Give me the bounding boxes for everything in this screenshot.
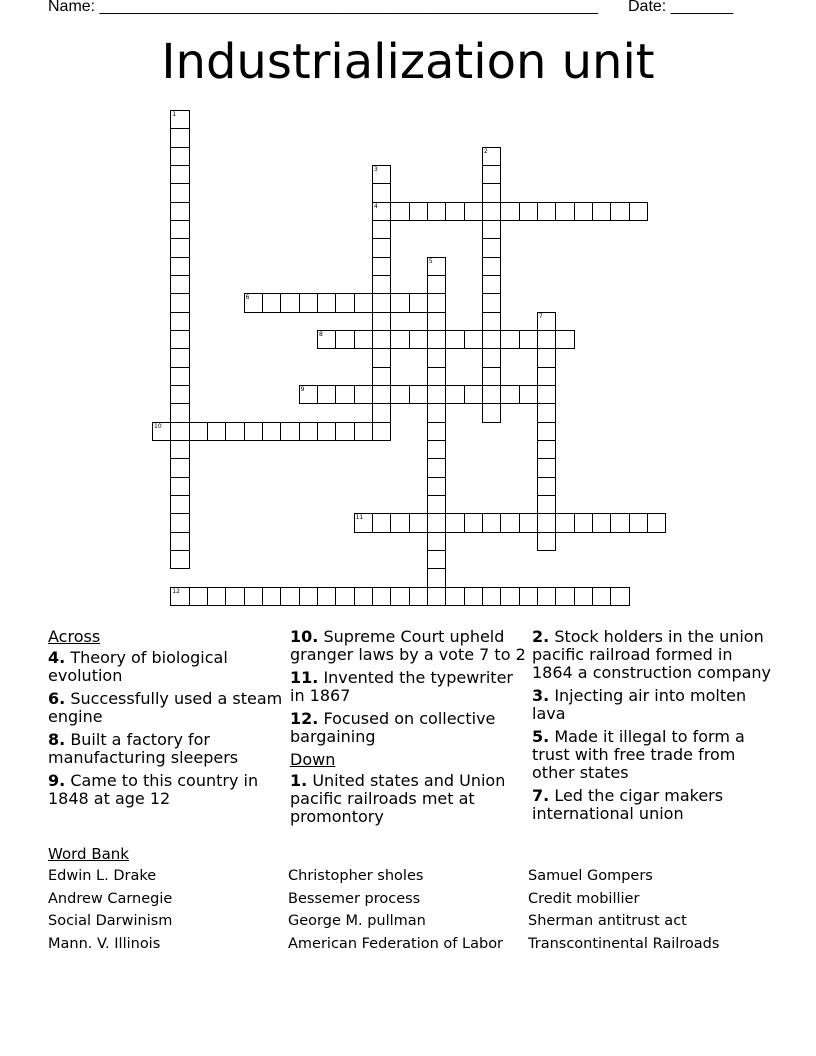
- crossword-cell[interactable]: [592, 513, 611, 532]
- clue-number: 9.: [48, 771, 66, 790]
- clue-text: Made it illegal to form a trust with free trade from other states: [532, 727, 745, 782]
- crossword-cell[interactable]: [500, 587, 519, 606]
- clue-number-label: 12: [172, 587, 180, 595]
- crossword-cell[interactable]: [262, 422, 281, 441]
- crossword-cell[interactable]: [390, 202, 409, 221]
- page-title: Industrialization unit: [161, 34, 655, 90]
- crossword-cell[interactable]: [427, 275, 446, 294]
- clue-item: [48, 649, 288, 685]
- crossword-cell[interactable]: [262, 587, 281, 606]
- crossword-cell[interactable]: [629, 202, 648, 221]
- clue-number-label: 3: [374, 166, 378, 173]
- crossword-cell[interactable]: [519, 202, 538, 221]
- word-bank-item: George M. pullman: [288, 913, 426, 930]
- clue-number: 11.: [290, 668, 319, 687]
- word-bank-item: Bessemer process: [288, 890, 421, 907]
- crossword-cell[interactable]: [464, 513, 483, 532]
- crossword-cell[interactable]: [574, 202, 593, 221]
- crossword-cell[interactable]: [409, 202, 428, 221]
- crossword-cell[interactable]: [482, 513, 501, 532]
- name-field-label: Name: ________________________________________________________: [48, 0, 598, 15]
- crossword-cell[interactable]: [317, 422, 336, 441]
- crossword-cell[interactable]: [372, 293, 391, 312]
- crossword-cell[interactable]: [170, 330, 189, 349]
- word-bank-column-3: [528, 865, 719, 956]
- crossword-cell[interactable]: [427, 330, 446, 349]
- clue-item: [290, 772, 530, 826]
- crossword-cell[interactable]: [537, 440, 556, 459]
- word-bank-item: Edwin L. Drake: [48, 868, 157, 884]
- crossword-cell[interactable]: [372, 422, 391, 441]
- crossword-cell[interactable]: [537, 495, 556, 514]
- word-bank-item: Social Darwinism: [48, 913, 173, 930]
- crossword-cell[interactable]: [482, 183, 501, 202]
- crossword-cell[interactable]: [372, 513, 391, 532]
- clue-item: [532, 687, 772, 723]
- crossword-cell[interactable]: [592, 587, 611, 606]
- crossword-cell[interactable]: [317, 587, 336, 606]
- crossword-cell[interactable]: [372, 238, 391, 257]
- crossword-cell[interactable]: [170, 128, 189, 147]
- crossword-cell[interactable]: [537, 367, 556, 386]
- crossword-cell[interactable]: [170, 238, 189, 257]
- crossword-cell[interactable]: [372, 220, 391, 239]
- crossword-cell[interactable]: [445, 513, 464, 532]
- clue-item: [290, 710, 530, 746]
- crossword-cell[interactable]: [537, 422, 556, 441]
- crossword-cell[interactable]: [170, 513, 189, 532]
- crossword-cell[interactable]: [610, 513, 629, 532]
- clue-number-label: 11: [355, 514, 364, 522]
- clue-number-label: 2: [483, 147, 488, 155]
- clue-number-label: 7: [538, 312, 543, 320]
- crossword-cell[interactable]: [225, 587, 244, 606]
- crossword-cell[interactable]: [537, 513, 556, 532]
- crossword-cell[interactable]: [299, 422, 318, 441]
- crossword-cell[interactable]: [427, 513, 446, 532]
- crossword-cell[interactable]: [445, 385, 464, 404]
- crossword-cell[interactable]: [427, 348, 446, 367]
- crossword-cell[interactable]: [427, 532, 446, 551]
- clue-number: 8.: [48, 730, 66, 749]
- clue-item: [532, 628, 772, 682]
- crossword-cell[interactable]: [390, 385, 409, 404]
- crossword-cell[interactable]: [537, 348, 556, 367]
- crossword-cell[interactable]: [610, 202, 629, 221]
- clue-number: 10.: [290, 627, 319, 646]
- date-field-label: Date: _______: [628, 0, 733, 15]
- crossword-cell[interactable]: [372, 312, 391, 331]
- crossword-cell[interactable]: [500, 330, 519, 349]
- clue-text: Led the cigar makers international union: [532, 786, 724, 823]
- word-bank-item: Samuel Gompers: [528, 868, 653, 884]
- crossword-cell[interactable]: [372, 330, 391, 349]
- crossword-cell[interactable]: [629, 513, 648, 532]
- crossword-cell[interactable]: [464, 385, 483, 404]
- crossword-cell[interactable]: [299, 293, 318, 312]
- crossword-cell[interactable]: [335, 293, 354, 312]
- clue-text: Focused on collective bargaining: [290, 709, 496, 746]
- crossword-cell[interactable]: [427, 385, 446, 404]
- crossword-cell[interactable]: [482, 403, 501, 422]
- word-bank-item: Christopher sholes: [288, 868, 424, 884]
- crossword-cell[interactable]: [537, 587, 556, 606]
- crossword-cell[interactable]: [317, 293, 336, 312]
- crossword-cell[interactable]: [262, 293, 281, 312]
- crossword-cell[interactable]: [170, 183, 189, 202]
- word-bank-item: Transcontinental Railroads: [528, 936, 720, 953]
- crossword-cell[interactable]: [170, 422, 189, 441]
- clue-text: Successfully used a steam engine: [48, 689, 283, 726]
- crossword-cell[interactable]: [482, 348, 501, 367]
- crossword-cell[interactable]: [519, 330, 538, 349]
- crossword-cell[interactable]: [537, 330, 556, 349]
- crossword-cell[interactable]: [537, 458, 556, 477]
- crossword-cell[interactable]: [170, 312, 189, 331]
- crossword-cell[interactable]: [409, 385, 428, 404]
- crossword-cell[interactable]: [335, 422, 354, 441]
- word-bank-item: Andrew Carnegie: [48, 890, 173, 907]
- clue-text: Stock holders in the union pacific railroad formed in 1864 a construction company: [532, 627, 772, 682]
- crossword-cell[interactable]: [189, 587, 208, 606]
- crossword-cell[interactable]: [170, 165, 189, 184]
- crossword-cell[interactable]: [409, 587, 428, 606]
- crossword-cell[interactable]: [482, 165, 501, 184]
- clue-text: Built a factory for manufacturing sleepers: [48, 730, 239, 767]
- crossword-cell[interactable]: [482, 385, 501, 404]
- crossword-cell[interactable]: [592, 202, 611, 221]
- clue-number-label: 4: [374, 202, 378, 210]
- clue-section-heading: Across: [48, 627, 101, 646]
- clue-number: 1.: [290, 771, 308, 790]
- crossword-cell[interactable]: [354, 293, 373, 312]
- crossword-cell[interactable]: [537, 477, 556, 496]
- clue-number-label: 8: [319, 331, 323, 338]
- clues-column-1: [48, 628, 288, 813]
- clue-text: United states and Union pacific railroads met at promontory: [290, 771, 506, 826]
- crossword-cell[interactable]: [482, 238, 501, 257]
- crossword-cell[interactable]: [207, 422, 226, 441]
- crossword-cell[interactable]: [427, 367, 446, 386]
- crossword-cell[interactable]: [482, 220, 501, 239]
- crossword-cell[interactable]: [170, 495, 189, 514]
- crossword-cell[interactable]: [482, 257, 501, 276]
- crossword-cell[interactable]: [409, 293, 428, 312]
- crossword-cell[interactable]: [500, 385, 519, 404]
- clue-item: [48, 731, 288, 767]
- clue-item: [532, 728, 772, 782]
- clue-number: 12.: [290, 709, 319, 728]
- crossword-cell[interactable]: [482, 587, 501, 606]
- crossword-cell[interactable]: [170, 532, 189, 551]
- clue-text: Injecting air into molten lava: [532, 686, 747, 723]
- crossword-cell[interactable]: [537, 532, 556, 551]
- clue-number: 4.: [48, 648, 66, 667]
- crossword-cell[interactable]: [170, 147, 189, 166]
- crossword-cell[interactable]: [647, 513, 666, 532]
- word-bank-column-2: [288, 865, 503, 956]
- clue-number: 3.: [532, 686, 550, 705]
- clue-text: Theory of biological evolution: [48, 648, 228, 685]
- clue-number: 6.: [48, 689, 66, 708]
- clue-section-heading: Down: [290, 750, 336, 769]
- crossword-cell[interactable]: [170, 348, 189, 367]
- crossword-cell[interactable]: [427, 202, 446, 221]
- crossword-cell[interactable]: [354, 422, 373, 441]
- clue-item: [290, 628, 530, 664]
- crossword-cell[interactable]: [170, 550, 189, 569]
- clue-number: 2.: [532, 627, 550, 646]
- crossword-cell[interactable]: [427, 312, 446, 331]
- crossword-cell[interactable]: [244, 422, 263, 441]
- crossword-cell[interactable]: [482, 367, 501, 386]
- crossword-cell[interactable]: [427, 440, 446, 459]
- crossword-cell[interactable]: [427, 458, 446, 477]
- crossword-cell[interactable]: [170, 202, 189, 221]
- crossword-cell[interactable]: [280, 422, 299, 441]
- clue-item: [532, 787, 772, 823]
- word-bank-item: American Federation of Labor: [288, 936, 504, 953]
- crossword-cell[interactable]: [372, 385, 391, 404]
- crossword-cell[interactable]: [390, 513, 409, 532]
- clue-item: [290, 669, 530, 705]
- word-bank-item: Credit mobillier: [528, 890, 640, 907]
- crossword-cell[interactable]: [207, 587, 226, 606]
- crossword-cell[interactable]: [372, 257, 391, 276]
- crossword-cell[interactable]: [335, 330, 354, 349]
- crossword-cell[interactable]: [464, 330, 483, 349]
- crossword-cell[interactable]: [170, 440, 189, 459]
- crossword-cell[interactable]: [170, 403, 189, 422]
- clues-column-2: [290, 628, 530, 831]
- crossword-cell[interactable]: [555, 513, 574, 532]
- crossword-cell[interactable]: [537, 403, 556, 422]
- clue-number: 5.: [532, 727, 550, 746]
- crossword-cell[interactable]: [445, 587, 464, 606]
- crossword-cell[interactable]: [280, 587, 299, 606]
- crossword-cell[interactable]: [537, 202, 556, 221]
- crossword-cell[interactable]: [445, 330, 464, 349]
- crossword-cell[interactable]: [427, 293, 446, 312]
- clue-number-label: 5: [428, 257, 433, 265]
- crossword-cell[interactable]: [170, 220, 189, 239]
- word-bank-column-1: [48, 865, 172, 956]
- clue-text: Invented the typewriter in 1867: [290, 668, 513, 705]
- crossword-cell[interactable]: [317, 385, 336, 404]
- clue-number-label: 10: [154, 422, 162, 430]
- crossword-cell[interactable]: [427, 550, 446, 569]
- crossword-cell[interactable]: [409, 513, 428, 532]
- crossword-cell[interactable]: [354, 330, 373, 349]
- crossword-cell[interactable]: [574, 587, 593, 606]
- crossword-cell[interactable]: [427, 568, 446, 587]
- clue-text: Supreme Court upheld granger laws by a vote 7 to 2: [290, 627, 526, 664]
- crossword-cell[interactable]: [372, 587, 391, 606]
- crossword-cell[interactable]: [372, 367, 391, 386]
- crossword-cell[interactable]: [170, 293, 189, 312]
- clue-item: [48, 690, 288, 726]
- clue-number-label: 9: [300, 385, 305, 393]
- crossword-cell[interactable]: [170, 257, 189, 276]
- crossword-cell[interactable]: [555, 330, 574, 349]
- crossword-cell[interactable]: [427, 477, 446, 496]
- crossword-cell[interactable]: [482, 293, 501, 312]
- crossword-cell[interactable]: [390, 293, 409, 312]
- crossword-cell[interactable]: [170, 477, 189, 496]
- crossword-cell[interactable]: [427, 403, 446, 422]
- crossword-cell[interactable]: [170, 458, 189, 477]
- crossword-cell[interactable]: [390, 330, 409, 349]
- clue-item: [48, 772, 288, 808]
- crossword-cell[interactable]: [464, 202, 483, 221]
- crossword-cell[interactable]: [170, 385, 189, 404]
- crossword-cell[interactable]: [482, 202, 501, 221]
- crossword-cell[interactable]: [280, 293, 299, 312]
- crossword-cell[interactable]: [482, 330, 501, 349]
- clue-number-label: 6: [245, 294, 250, 302]
- crossword-cell[interactable]: [610, 587, 629, 606]
- crossword-cell[interactable]: [482, 312, 501, 331]
- clues-column-3: [532, 628, 772, 828]
- word-bank-title: Word Bank: [48, 845, 129, 863]
- crossword-cell[interactable]: [519, 385, 538, 404]
- crossword-cell[interactable]: [500, 513, 519, 532]
- crossword-cell[interactable]: [335, 385, 354, 404]
- crossword-cell[interactable]: [372, 275, 391, 294]
- crossword-cell[interactable]: [445, 202, 464, 221]
- crossword-cell[interactable]: [372, 183, 391, 202]
- crossword-cell[interactable]: [354, 385, 373, 404]
- crossword-cell[interactable]: [170, 367, 189, 386]
- crossword-cell[interactable]: [519, 513, 538, 532]
- clue-number-label: 1: [172, 111, 177, 118]
- crossword-cell[interactable]: [427, 587, 446, 606]
- crossword-cell[interactable]: [427, 422, 446, 441]
- crossword-cell[interactable]: [555, 587, 574, 606]
- crossword-cell[interactable]: [574, 513, 593, 532]
- crossword-cell[interactable]: [555, 202, 574, 221]
- crossword-cell[interactable]: [225, 422, 244, 441]
- crossword-cell[interactable]: [519, 587, 538, 606]
- clue-text: Came to this country in 1848 at age 12: [48, 771, 259, 808]
- clue-number: 7.: [532, 786, 550, 805]
- crossword-cell[interactable]: [427, 495, 446, 514]
- crossword-cell[interactable]: [409, 330, 428, 349]
- crossword-cell[interactable]: [189, 422, 208, 441]
- crossword-cell[interactable]: [372, 348, 391, 367]
- crossword-cell[interactable]: [482, 275, 501, 294]
- crossword-cell[interactable]: [500, 202, 519, 221]
- crossword-cell[interactable]: [390, 587, 409, 606]
- crossword-cell[interactable]: [335, 587, 354, 606]
- word-bank-item: Mann. V. Illinois: [48, 936, 161, 953]
- word-bank-item: Sherman antitrust act: [528, 913, 687, 930]
- crossword-cell[interactable]: [372, 403, 391, 422]
- crossword-cell[interactable]: [354, 587, 373, 606]
- crossword-cell[interactable]: [170, 275, 189, 294]
- crossword-cell[interactable]: [299, 587, 318, 606]
- crossword-cell[interactable]: [244, 587, 263, 606]
- crossword-cell[interactable]: [464, 587, 483, 606]
- crossword-cell[interactable]: [537, 385, 556, 404]
